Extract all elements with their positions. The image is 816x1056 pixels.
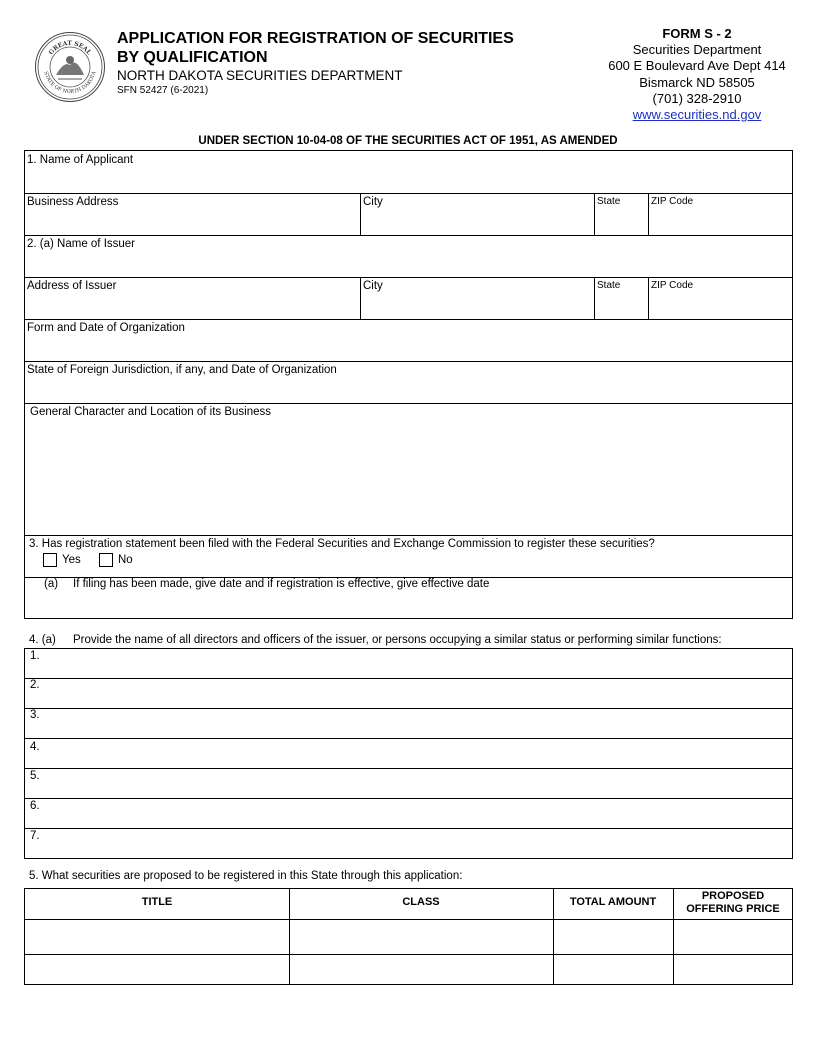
form-title [117, 29, 537, 67]
col-header-class: CLASS [402, 896, 440, 908]
applicant-name-field[interactable]: 1. Name of Applicant [27, 154, 134, 166]
director-row-1[interactable]: 1. [30, 650, 40, 662]
securities-table [24, 888, 793, 985]
business-city-field[interactable]: City [363, 196, 383, 208]
directors-table [24, 648, 793, 859]
security-row1-price-cell[interactable] [674, 920, 792, 954]
issuer-name-field[interactable]: 2. (a) Name of Issuer [27, 238, 136, 250]
director-row-2[interactable]: 2. [30, 679, 40, 691]
col-header-title: TITLE [141, 896, 173, 908]
applicant-issuer-box [24, 150, 793, 619]
foreign-jurisdiction-field[interactable]: State of Foreign Jurisdiction, if any, and Date of Organization [27, 364, 337, 376]
business-state-field[interactable]: State [597, 196, 621, 207]
statute-subtitle: UNDER SECTION 10-04-08 OF THE SECURITIES ACT OF 1951, AS AMENDED [198, 135, 618, 147]
securities-question: 5. What securities are proposed to be registered in this State through this application: [29, 870, 463, 882]
director-row-4[interactable]: 4. [30, 741, 40, 753]
director-row-3[interactable]: 3. [30, 709, 40, 721]
seal-top-text: GREAT SEAL [47, 39, 93, 57]
agency-website-link[interactable]: www.securities.nd.gov [632, 107, 762, 123]
organization-form-date-field[interactable]: Form and Date of Organization [27, 322, 185, 334]
directors-question: Provide the name of all directors and officers of the issuer, or persons occupying a similar status or performing similar functions: [73, 634, 722, 646]
title-line2: BY QUALIFICATION [117, 49, 268, 66]
issuer-zip-field[interactable]: ZIP Code [651, 280, 694, 291]
security-row2-price-cell[interactable] [674, 955, 792, 984]
security-row1-class-cell[interactable] [290, 920, 553, 954]
director-row-5[interactable]: 5. [30, 770, 40, 782]
col-header-total-amount: TOTAL AMOUNT [569, 896, 657, 908]
no-label: No [118, 554, 133, 566]
issuer-state-field[interactable]: State [597, 280, 621, 291]
security-row1-title-cell[interactable] [25, 920, 289, 954]
issuer-address-field[interactable]: Address of Issuer [27, 280, 117, 292]
business-character-field[interactable]: General Character and Location of its Business [30, 406, 271, 418]
offering-price-line2: OFFERING PRICE [686, 903, 780, 915]
effective-date-marker: (a) [44, 578, 59, 590]
yes-label: Yes [62, 554, 81, 566]
agency-address: 600 E Boulevard Ave Dept 414 [608, 58, 786, 74]
issuer-city-field[interactable]: City [363, 280, 383, 292]
business-zip-field[interactable]: ZIP Code [651, 196, 694, 207]
security-row2-class-cell[interactable] [290, 955, 553, 984]
sec-filing-question: 3. Has registration statement been filed with the Federal Securities and Exchange Commission to register these securities? [29, 538, 655, 550]
state-seal [34, 31, 106, 103]
offering-price-line1: PROPOSED [701, 890, 765, 902]
form-number: FORM S - 2 [662, 26, 732, 41]
effective-date-field[interactable]: If filing has been made, give date and if registration is effective, give effective date [73, 578, 490, 590]
sfn-number: SFN 52427 (6-2021) [117, 85, 209, 96]
department-name: NORTH DAKOTA SECURITIES DEPARTMENT [117, 68, 403, 83]
seal-bottom-text: STATE OF NORTH DAKOTA [42, 70, 98, 96]
agency-city-state: Bismarck ND 58505 [639, 74, 755, 90]
director-row-6[interactable]: 6. [30, 800, 40, 812]
agency-phone: (701) 328-2910 [652, 90, 742, 106]
directors-marker: 4. (a) [29, 634, 56, 646]
svg-text:GREAT SEAL [48, 40, 93, 57]
director-row-7[interactable]: 7. [30, 830, 40, 842]
yes-checkbox[interactable] [43, 553, 57, 567]
security-row1-amount-cell[interactable] [554, 920, 673, 954]
agency-name: Securities Department [632, 42, 762, 58]
title-line1: APPLICATION FOR REGISTRATION OF SECURITIES [117, 30, 514, 47]
business-address-field[interactable]: Business Address [27, 196, 119, 208]
security-row2-amount-cell[interactable] [554, 955, 673, 984]
agency-contact-block [600, 26, 794, 123]
col-header-offering-price [673, 890, 793, 916]
no-checkbox[interactable] [99, 553, 113, 567]
security-row2-title-cell[interactable] [25, 955, 289, 984]
